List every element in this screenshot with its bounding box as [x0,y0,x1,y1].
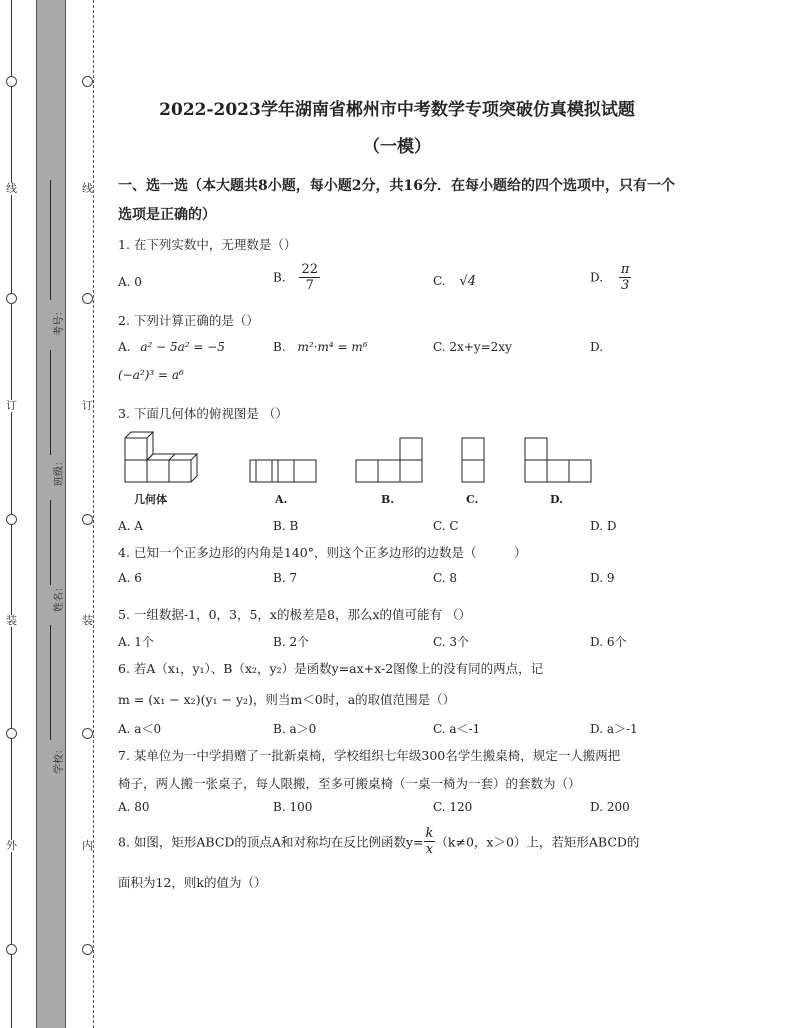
margin-char-nei: 内 [82,839,93,852]
q1-option-c [433,274,476,289]
option-c-figure [462,438,484,482]
question-7-stem: 7. 某单位为一中学捐赠了一批新桌椅，学校组织七年级300名学生搬桌椅，规定一人搬两把 [118,748,621,763]
question-1-stem: 1. 在下列实数中，无理数是（） [118,237,297,252]
question-8-stem [118,826,639,857]
page-subtitle: （一模） [363,137,431,157]
question-6-stem-line2: m = (x₁ − x₂)(y₁ − y₂)，则当m＜0时，a的取值范围是（） [118,692,456,707]
q4-option-b: B. 7 [273,571,298,585]
margin-gray-strip [36,0,66,1028]
q3-option-c: C. C [433,519,459,533]
q2-option-a [118,340,225,354]
binding-hole [82,944,93,955]
option-d-figure [525,438,591,482]
q4-option-a: A. 6 [118,571,142,585]
margin-char-xian: 线 [6,182,17,195]
binding-hole [6,944,17,955]
q5-option-c: C. 3个 [433,635,470,649]
q7-option-a: A. 80 [118,800,150,814]
q2-option-d-expr: (−a²)³ = a⁶ [118,368,184,382]
fraction-numerator: k [425,826,434,841]
question-5-stem: 5. 一组数据-1，0，3，5，x的极差是8，那么x的值可能有 （） [118,607,471,622]
question-6-stem: 6. 若A（x₁，y₁）、B（x₂，y₂）是函数y=ax+x-2图像上的没有同的两点，记 [118,661,544,676]
q2-option-a-expr: a² − 5a² = −5 [140,340,225,354]
q7-option-c: C. 120 [433,800,473,814]
question-4-stem: 4. 已知一个正多边形的内角是140°，则这个正多边形的边数是（ ） [118,545,527,560]
binding-hole [82,514,93,525]
field-line-name [50,500,51,585]
option-a-figure [250,460,316,482]
q2-option-a-label: A. [118,340,131,354]
binding-hole [6,728,17,739]
question-3-stem: 3. 下面几何体的俯视图是 （） [118,406,288,421]
q1-option-b-fraction [299,262,320,293]
q1-option-a: A. 0 [118,275,142,289]
field-label-exam-number: 考号： [54,306,65,336]
question-7-stem-line2: 椅子，两人搬一张桌子，每人限搬，至多可搬桌椅（一桌一椅为一套）的套数为（） [118,776,581,791]
q3-figure-label-a: A. [275,493,288,506]
q6-option-c: C. a＜-1 [433,722,481,736]
q3-option-b: B. B [273,519,299,533]
section-heading: 一、选一选（本大题共8小题，每小题2分，共16分．在每小题给的四个选项中，只有一个选项是正确的） [118,178,675,223]
option-b-figure [356,438,422,482]
question-8-stem-line2: 面积为12，则k的值为（） [118,875,267,890]
page-title: 2022-2023学年湖南省郴州市中考数学专项突破仿真模拟试题 [159,100,635,120]
margin-char-zhuang: 装 [6,614,17,627]
q5-option-b: B. 2个 [273,635,310,649]
margin-char-xian: 线 [82,182,93,195]
q1-option-d-fraction [619,262,632,293]
q7-option-b: B. 100 [273,800,313,814]
binding-hole [82,76,93,87]
q8-stem-post: （k≠0，x＞0）上，若矩形ABCD的 [435,834,640,850]
q1-option-b-label: B. [273,270,286,285]
q6-option-d: D. a＞-1 [590,722,638,736]
fraction-denominator: 3 [620,278,630,293]
fraction-denominator: 7 [305,278,314,293]
q3-figure-label-d: D. [550,493,563,506]
q7-option-d: D. 200 [590,800,630,814]
solid-figure [125,432,197,482]
q6-option-b: B. a＞0 [273,722,317,736]
q8-stem-pre: 8. 如图，矩形ABCD的顶点A和对称均在反比例函数y= [118,834,424,850]
q2-option-b-expr: m²·m⁴ = m⁶ [297,340,368,354]
q3-figures [120,428,680,488]
q1-option-c-label: C. [433,274,446,288]
q2-option-b [273,340,368,354]
binding-hole [82,728,93,739]
margin-char-wai: 外 [6,839,17,852]
field-line-school [50,625,51,740]
margin-char-zhuang: 装 [82,614,93,627]
fraction-denominator: x [425,842,434,857]
q2-option-b-label: B. [273,340,286,354]
q1-option-b [273,262,320,293]
margin-char-ding: 订 [82,399,93,412]
q2-option-d-label: D. [590,340,604,354]
q3-figure-label-solid: 几何体 [134,493,167,506]
q2-option-c: C. 2x+y=2xy [433,340,512,354]
binding-hole [82,293,93,304]
q5-option-d: D. 6个 [590,635,627,649]
question-2-stem: 2. 下列计算正确的是（） [118,313,259,328]
binding-hole [6,514,17,525]
field-line-class [50,350,51,455]
margin-char-ding: 订 [6,399,17,412]
q3-figure-label-b: B. [381,493,395,506]
binding-hole [6,293,17,304]
binding-hole [6,76,17,87]
field-label-class: 班级： [54,456,65,486]
field-label-name: 姓名： [54,582,65,612]
field-line-exam-number [50,180,51,300]
q4-option-d: D. 9 [590,571,615,585]
q6-option-a: A. a＜0 [118,722,162,736]
margin-inner-dashed-line [93,0,95,1028]
field-label-school: 学校： [54,744,65,774]
fraction-numerator: 22 [301,262,319,277]
q8-fraction [424,826,436,857]
q1-option-c-sqrt: √4 [459,274,476,289]
q5-option-a: A. 1个 [118,635,154,649]
q3-figure-label-c: C. [466,493,479,506]
fraction-numerator: π [620,262,630,277]
q4-option-c: C. 8 [433,571,458,585]
q1-option-d [590,262,631,293]
q3-option-a: A. A [118,519,143,533]
q1-option-d-label: D. [590,270,604,285]
q3-option-d: D. D [590,519,617,533]
